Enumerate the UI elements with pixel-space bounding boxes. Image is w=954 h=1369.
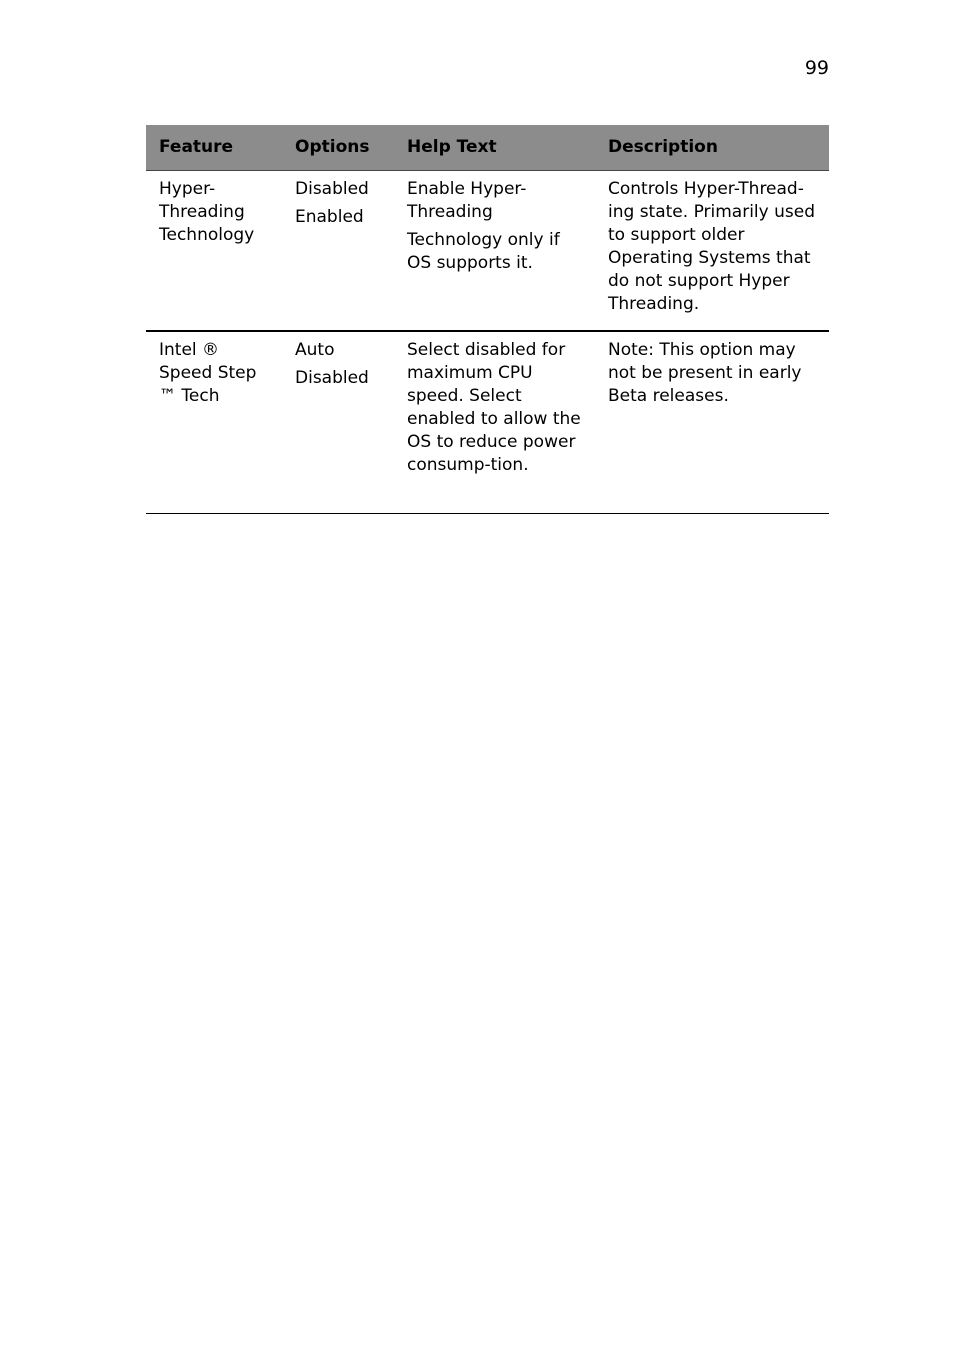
feature-cell [146,331,282,514]
header-description: Description [595,125,829,171]
table-row [146,331,829,514]
table-row [146,171,829,332]
options-cell [282,171,394,332]
option-value: Enabled [295,207,364,227]
header-options: Options [282,125,394,171]
options-cell [282,331,394,514]
help-text-paragraph: Select disabled for maximum CPU speed. Select enabled to allow the OS to reduce power consump-tion. [407,340,581,475]
option-value: Disabled [295,368,369,388]
feature-cell [146,171,282,332]
bios-settings-table [146,125,829,514]
help-text-cell [394,171,595,332]
option-value: Disabled [295,179,369,199]
help-text-paragraph: Enable Hyper-Threading [407,179,527,222]
option-value: Auto [295,340,335,360]
description-text: Note: This option may not be present in early Beta releases. [608,340,802,406]
description-cell [595,171,829,332]
help-text-cell [394,331,595,514]
header-feature: Feature [146,125,282,171]
description-text: Controls Hyper-Thread-ing state. Primarily used to support older Operating Systems that do not support Hyper Threading. [608,179,815,314]
page-number: 99 [804,57,829,79]
feature-name: Hyper-Threading Technology [159,179,255,245]
table-header-row [146,125,829,171]
help-text-paragraph: Technology only if OS supports it. [407,230,560,273]
description-cell [595,331,829,514]
feature-name: Intel ® Speed Step ™ Tech [159,340,257,406]
header-help-text: Help Text [394,125,595,171]
